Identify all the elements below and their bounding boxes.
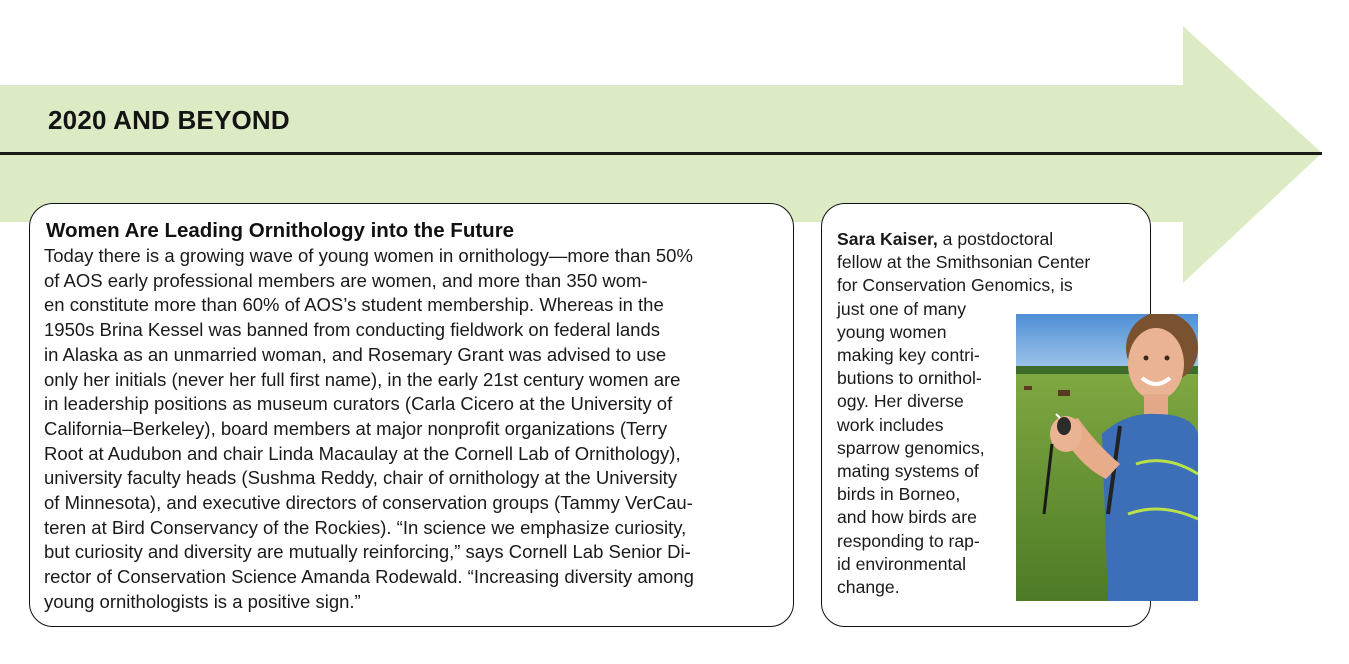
article-line: en constitute more than 60% of AOS’s student membership. Whereas in the bbox=[44, 294, 664, 316]
article-line: young ornithologists is a positive sign.” bbox=[44, 590, 361, 612]
caption-line: butions to ornithol- bbox=[837, 368, 982, 389]
caption-line: young women bbox=[837, 321, 947, 342]
caption-line: fellow at the Smithsonian Center bbox=[837, 252, 1091, 273]
caption-line: change. bbox=[837, 577, 900, 598]
article-line: in leadership positions as museum curators (Carla Cicero at the University of bbox=[44, 393, 673, 415]
caption-line: just one of many bbox=[837, 298, 967, 319]
article-line: Today there is a growing wave of young women in ornithology—more than 50% bbox=[44, 245, 693, 266]
researcher-photo bbox=[1016, 314, 1198, 601]
profile-name: Sara Kaiser, bbox=[837, 229, 938, 249]
caption-line: making key contri- bbox=[837, 345, 980, 366]
caption-line: id environmental bbox=[837, 553, 967, 574]
article-body bbox=[44, 244, 777, 615]
caption-line: responding to rap- bbox=[837, 530, 980, 551]
caption-line: sparrow genomics, bbox=[837, 437, 985, 458]
article-line: but curiosity and diversity are mutually reinforcing,” says Cornell Lab Senior Di- bbox=[44, 541, 691, 563]
caption-line: work includes bbox=[837, 414, 944, 435]
main-article-card bbox=[29, 203, 794, 627]
article-line: in Alaska as an unmarried woman, and Rosemary Grant was advised to use bbox=[44, 343, 667, 365]
article-line: of Minnesota), and executive directors of conservation groups (Tammy VerCau- bbox=[44, 492, 693, 514]
profile-first-line-rest: a postdoctoral bbox=[937, 229, 1054, 249]
article-line: 1950s Brina Kessel was banned from conducting fieldwork on federal lands bbox=[44, 319, 661, 341]
caption-line: for Conservation Genomics, is bbox=[837, 275, 1073, 296]
article-line: teren at Bird Conservancy of the Rockies). “In science we emphasize curiosity, bbox=[44, 516, 687, 538]
caption-line: mating systems of bbox=[837, 461, 979, 482]
article-title: Women Are Leading Ornithology into the Future bbox=[46, 219, 515, 242]
caption-line: ogy. Her diverse bbox=[837, 391, 964, 412]
caption-line: and how birds are bbox=[837, 507, 977, 528]
article-line: California–Berkeley), board members at major nonprofit organizations (Terry bbox=[44, 417, 668, 439]
article-line: university faculty heads (Sushma Reddy, chair of ornithology at the University bbox=[44, 467, 678, 489]
article-line: Root at Audubon and chair Linda Macaulay at the Cornell Lab of Ornithology), bbox=[44, 442, 681, 464]
article-line: rector of Conservation Science Amanda Rodewald. “Increasing diversity among bbox=[44, 566, 694, 588]
caption-line: birds in Borneo, bbox=[837, 484, 961, 505]
section-title: 2020 AND BEYOND bbox=[48, 105, 290, 135]
article-line: only her initials (never her full first name), in the early 21st century women are bbox=[44, 368, 681, 390]
profile-first-line bbox=[837, 228, 1150, 251]
article-line: of AOS early professional members are women, and more than 350 wom- bbox=[44, 269, 648, 291]
